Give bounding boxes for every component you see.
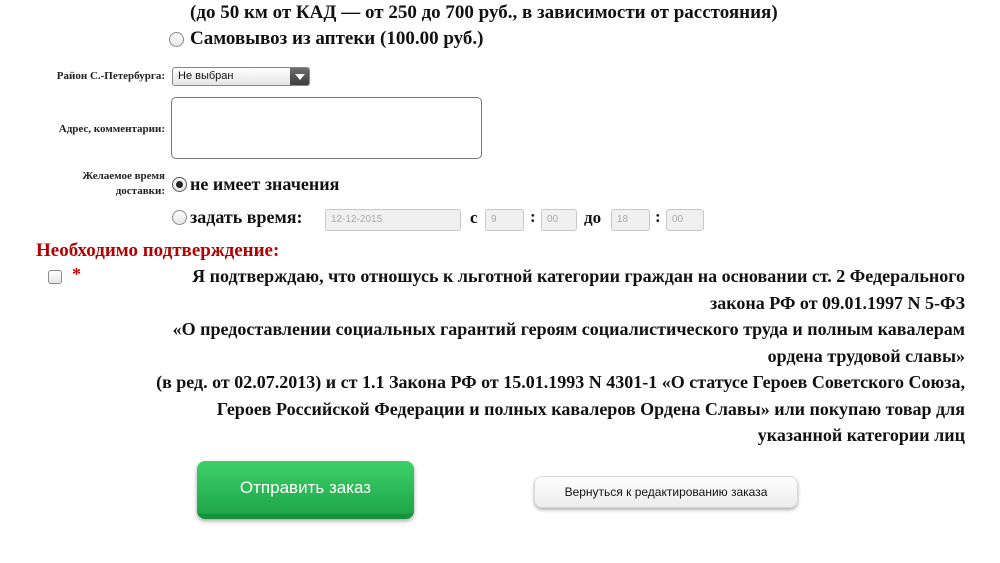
district-label: Район С.-Петербурга:	[56, 70, 165, 82]
from-minute-placeholder: 00	[547, 214, 559, 225]
time-any-label: не имеет значения	[190, 174, 340, 194]
confirmation-text	[55, 263, 965, 449]
delivery-time-label-line2: доставки:	[115, 185, 165, 197]
confirmation-line: «О предоставлении социальных гарантий героям социалистического труда и полным кавалерам	[172, 319, 965, 339]
confirmation-line: Я подтверждаю, что отношусь к льготной категории граждан на основании ст. 2 Федерального	[192, 266, 965, 286]
from-colon: :	[530, 207, 536, 226]
confirmation-line: указанной категории лиц	[757, 425, 965, 445]
from-label: с	[470, 208, 478, 227]
required-mark: *	[72, 264, 81, 284]
chevron-down-icon[interactable]	[290, 68, 309, 85]
delivery-time-label	[20, 169, 165, 199]
from-hour-input[interactable]	[485, 209, 524, 231]
to-label: до	[584, 208, 602, 227]
to-colon: :	[655, 207, 661, 226]
pickup-label: Самовывоз из аптеки (100.00 руб.)	[190, 28, 484, 49]
from-minute-input[interactable]	[541, 209, 577, 231]
district-select[interactable]	[172, 67, 310, 86]
time-option-any[interactable]	[172, 174, 339, 195]
confirmation-line: ордена трудовой славы»	[767, 345, 965, 366]
courier-delivery-note: (до 50 км от КАД — от 250 до 700 руб., в зависимости от расстояния)	[190, 2, 778, 23]
to-hour-placeholder: 18	[617, 214, 629, 225]
submit-order-button[interactable]: Отправить заказ	[197, 461, 414, 519]
time-set-label: задать время:	[190, 207, 303, 227]
date-input[interactable]	[325, 209, 461, 231]
address-textarea[interactable]	[171, 97, 482, 159]
back-to-edit-button[interactable]: Вернуться к редактированию заказа	[534, 476, 798, 508]
time-option-set[interactable]	[172, 207, 302, 228]
from-hour-placeholder: 9	[491, 214, 497, 225]
confirmation-line: закона РФ от 09.01.1997 N 5-ФЗ	[710, 292, 965, 313]
time-set-radio[interactable]	[172, 210, 187, 225]
confirmation-title: Необходимо подтверждение:	[36, 240, 280, 261]
to-hour-input[interactable]	[611, 209, 650, 231]
to-minute-input[interactable]	[666, 209, 704, 231]
delivery-time-label-line1: Желаемое время	[82, 170, 165, 182]
date-input-placeholder: 12-12-2015	[331, 214, 383, 225]
address-label: Адрес, комментарии:	[58, 123, 165, 135]
to-minute-placeholder: 00	[672, 214, 684, 225]
confirmation-line: Героев Российской Федерации и полных кавалеров Ордена Славы» или покупаю товар для	[216, 398, 965, 419]
pickup-radio[interactable]	[169, 32, 184, 47]
pickup-option[interactable]	[169, 27, 483, 51]
confirmation-line: (в ред. от 02.07.2013) и ст 1.1 Закона РФ от 15.01.1993 N 4301-1 «О статусе Героев Советского Союза,	[156, 372, 965, 392]
time-any-radio[interactable]	[172, 177, 187, 192]
district-select-value: Не выбран	[178, 70, 234, 82]
